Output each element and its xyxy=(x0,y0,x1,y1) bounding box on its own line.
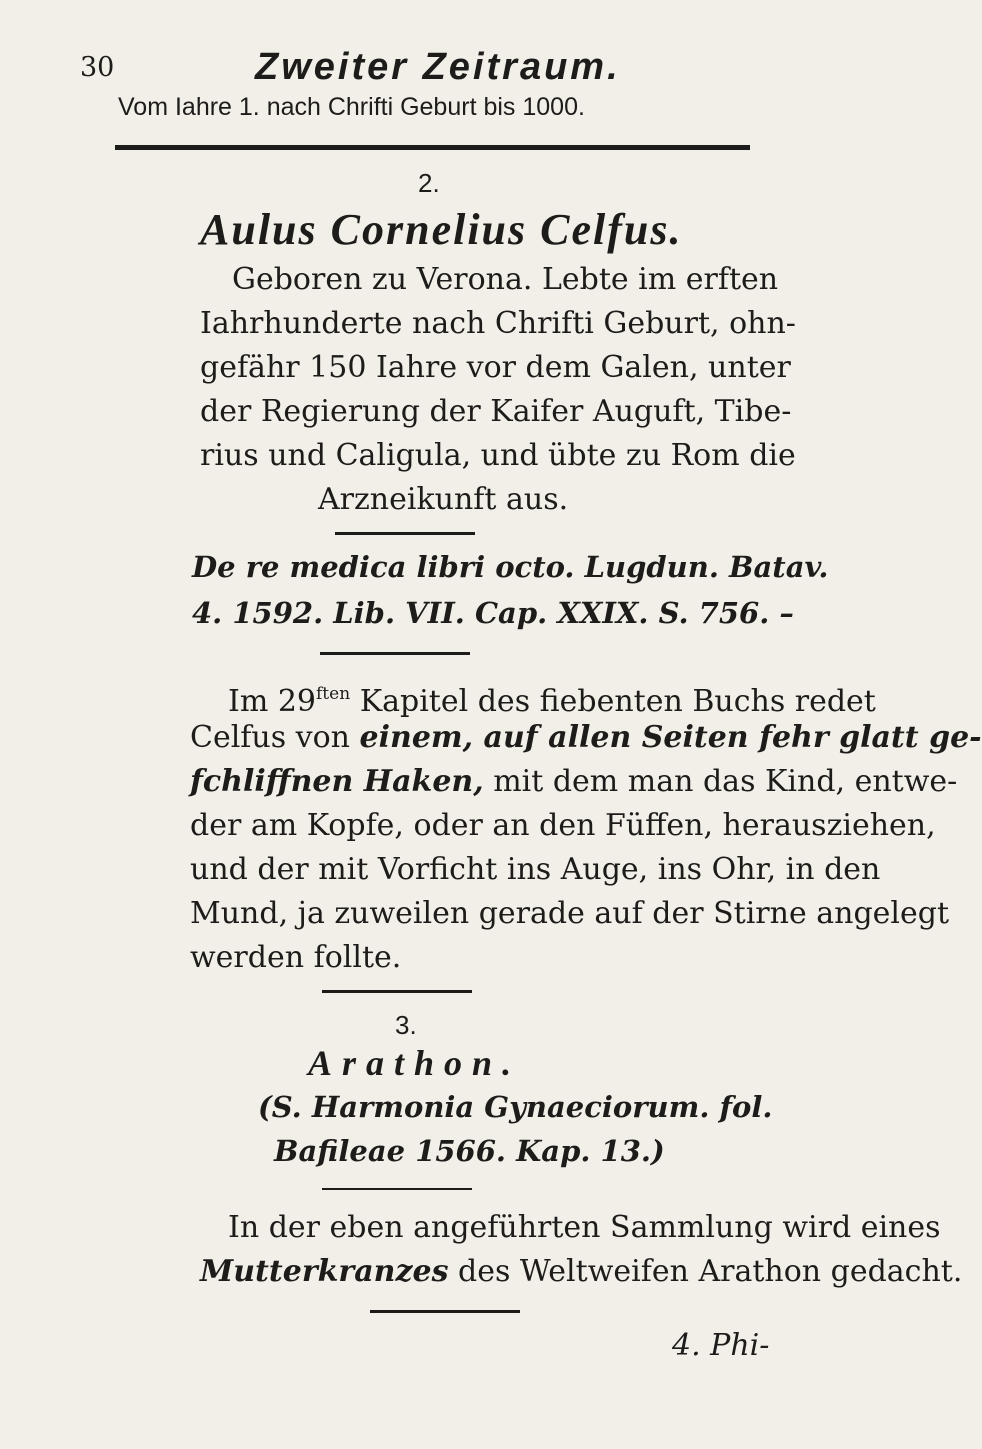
bio-line: rius und Caligula, und übte zu Rom die xyxy=(200,438,796,473)
section-3-heading: Arathon. xyxy=(308,1043,522,1083)
catchword: 4. Phi- xyxy=(672,1328,770,1363)
bio-line: Geboren zu Verona. Lebte im erften xyxy=(232,262,779,297)
divider xyxy=(335,532,475,535)
bio-line: Arzneikunft aus. xyxy=(318,482,569,517)
section-2-reference: 4. 1592. Lib. VII. Cap. XXIX. S. 756. – xyxy=(192,596,794,630)
section-2-heading: Aulus Cornelius Celfus. xyxy=(200,205,683,254)
page-number: 30 xyxy=(80,52,115,83)
running-title: Zweiter Zeitraum. xyxy=(255,46,621,88)
section-3-reference: Bafileae 1566. Kap. 13.) xyxy=(274,1134,665,1168)
text-line: der am Kopfe, oder an den Füffen, herausziehen, xyxy=(190,808,936,843)
bio-line: der Regierung der Kaifer Auguft, Tibe- xyxy=(200,394,792,429)
divider xyxy=(320,652,470,655)
section-2-reference: De re medica libri octo. Lugdun. Batav. xyxy=(192,550,829,584)
text-line: Mund, ja zuweilen gerade auf der Stirne angelegt xyxy=(190,896,950,931)
bio-line: Iahrhunderte nach Chrifti Geburt, ohn- xyxy=(200,306,796,341)
text-line: werden follte. xyxy=(190,940,402,975)
divider xyxy=(322,990,472,993)
running-subtitle: Vom Iahre 1. nach Chrifti Geburt bis 1000. xyxy=(118,93,585,121)
divider xyxy=(370,1310,520,1313)
bio-line: gefähr 150 Iahre vor dem Galen, unter xyxy=(200,350,791,385)
text-line: fchliffnen Haken, mit dem man das Kind, entwe- xyxy=(190,764,958,799)
section-2-number: 2. xyxy=(418,168,440,198)
text-line: Im $29^{ften}$ Kapitel des fiebenten Buchs redet xyxy=(228,684,876,719)
text-line: Celfus von einem, auf allen Seiten fehr glatt ge- xyxy=(190,720,982,755)
section-3-number: 3. xyxy=(395,1010,417,1040)
divider xyxy=(322,1188,472,1190)
section-3-reference: (S. Harmonia Gynaeciorum. fol. xyxy=(258,1090,773,1124)
text-line: In der eben angeführten Sammlung wird eines xyxy=(228,1210,941,1245)
text-line: und der mit Vorficht ins Auge, ins Ohr, in den xyxy=(190,852,881,887)
text-line: Mutterkranzes des Weltweifen Arathon gedacht. xyxy=(200,1254,963,1289)
header-rule xyxy=(115,145,750,150)
